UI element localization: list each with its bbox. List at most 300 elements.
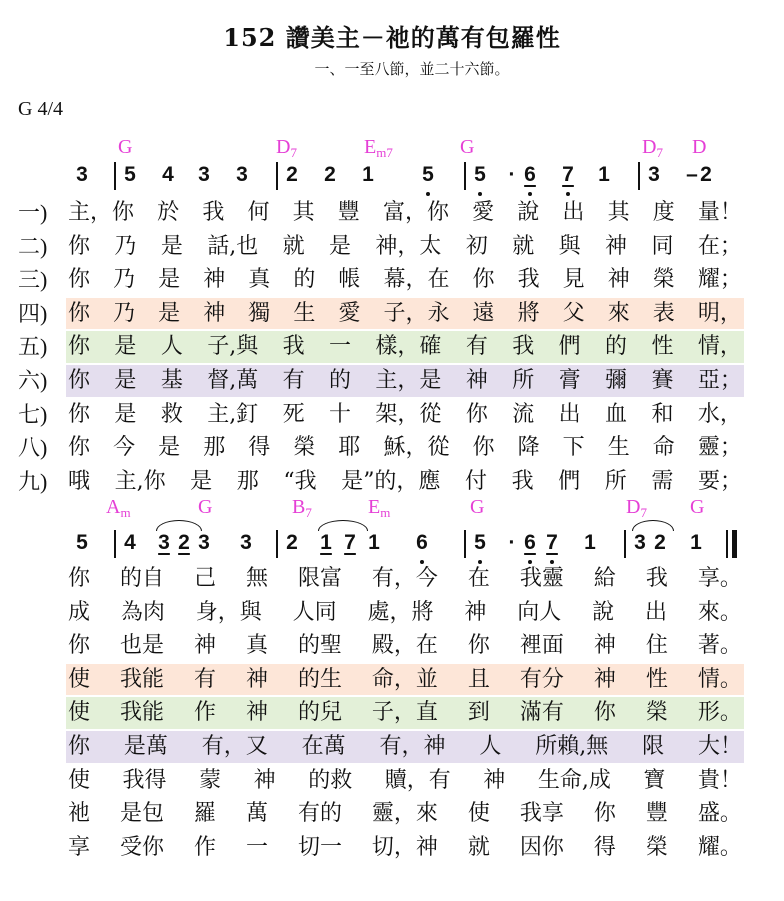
verse-text [68, 562, 742, 596]
lyric-syllables: 愛 [472, 200, 495, 225]
lyric-syllables: 所 [512, 367, 535, 393]
chord-symbol: G [118, 136, 133, 158]
barline [276, 530, 278, 558]
lyric-syllables: 得 [248, 435, 271, 461]
lyric-syllables: 度 [652, 200, 675, 225]
lyric-syllables: 我 [517, 267, 540, 293]
note: 1 [368, 531, 380, 554]
lyric-syllables: 有 [193, 666, 216, 692]
lyric-syllables: 出 [645, 599, 668, 625]
barline [638, 162, 640, 190]
verse-line [0, 562, 784, 596]
lyric-syllables: 的生 [297, 666, 342, 692]
note: 2 [700, 163, 712, 186]
verse-text [68, 398, 742, 432]
lyric-syllables: 的兒 [297, 700, 342, 726]
note: 5 [76, 531, 88, 554]
note: 1 [362, 163, 374, 186]
lyric-syllables: 樣，確 [375, 334, 442, 360]
lyric-syllables: 情。 [697, 666, 742, 692]
lyric-syllables: 向人 [517, 599, 562, 625]
verse-number: 九) [18, 468, 48, 494]
lyric-syllables: 你 [68, 300, 91, 326]
lyric-syllables: 你 [472, 267, 495, 293]
verse-line [0, 431, 784, 465]
lyric-syllables: 見 [562, 267, 585, 293]
lyric-syllables: 享。 [697, 566, 742, 591]
lyric-syllables: 我能 [119, 700, 164, 726]
lyric-syllables: 穌，從 [383, 435, 450, 461]
note: 3 [198, 531, 210, 554]
lyric-syllables: 父 [562, 300, 585, 326]
lyric-syllables: 因你 [519, 834, 564, 860]
barline [114, 530, 116, 558]
lyric-syllables: 限 [642, 733, 665, 759]
lyric-syllables: 就 [467, 834, 490, 860]
lyric-syllables: 是萬 [123, 733, 168, 759]
lyric-syllables: 遠 [472, 300, 495, 326]
verse-line [0, 831, 784, 865]
lyric-syllables: 那 [203, 435, 226, 461]
lyric-syllables: 主,你 [114, 468, 166, 494]
lyric-syllables: 成 [68, 599, 91, 625]
chord-symbol: $D_7$ [642, 136, 663, 160]
lyric-syllables: 靈； [697, 435, 742, 461]
lyric-syllables: 處，將 [367, 599, 434, 625]
verse-line [0, 230, 784, 264]
note: 7 [556, 162, 580, 188]
lyric-syllables: 為肉 [120, 599, 165, 625]
lyric-syllables: 主,釘 [207, 401, 259, 427]
lyric-syllables: 亞； [697, 367, 742, 393]
lyric-syllables: 我靈 [519, 566, 564, 591]
verse-text [68, 596, 742, 630]
lyric-syllables: 神 [465, 367, 488, 393]
lyric-syllables: 作 [193, 834, 216, 860]
lyric-syllables: 羅 [193, 801, 216, 827]
chord-symbol: G [470, 496, 485, 518]
lyric-syllables: 享 [68, 834, 91, 860]
lyric-syllables: 賽 [651, 367, 674, 393]
lyric-syllables: 的聖 [297, 633, 342, 659]
lyric-syllables: 你 [467, 633, 490, 659]
lyric-syllables: 有的 [297, 801, 342, 827]
lyric-syllables: 是 [158, 300, 181, 326]
lyric-syllables: 形。 [697, 700, 742, 726]
lyric-syllables: 你 [593, 801, 616, 827]
lyric-syllables: 於 [157, 200, 180, 225]
verse-line [0, 297, 784, 331]
lyric-syllables: 表 [652, 300, 675, 326]
lyric-syllables: 基 [160, 367, 183, 393]
lyric-syllables: 的自 [119, 566, 164, 591]
lyric-syllables: 主，你 [68, 200, 135, 225]
lyric-syllables: 付 [465, 468, 488, 494]
lyric-syllables: 神 [245, 700, 268, 726]
lyric-syllables: 就 [512, 233, 535, 259]
verse-line [0, 797, 784, 831]
chord-symbol: G [198, 496, 213, 518]
lyric-syllables: 贖，有 [384, 767, 451, 793]
lyric-syllables: 其 [607, 200, 630, 225]
lyric-syllables: 有，又 [201, 733, 268, 759]
lyric-syllables: 你 [465, 401, 488, 427]
note: 3 [158, 531, 170, 554]
verse-line [0, 196, 784, 230]
lyric-syllables: 榮 [645, 834, 668, 860]
verse-text [68, 297, 742, 331]
verse-line [0, 696, 784, 730]
lyric-syllables: 我 [282, 334, 305, 360]
lyric-syllables: 乃 [113, 300, 136, 326]
note: 2 [178, 531, 190, 554]
lyric-syllables: 使 [68, 700, 91, 726]
lyric-syllables: 你 [68, 566, 91, 591]
lyric-syllables: 降 [517, 435, 540, 461]
lyric-syllables: 說 [517, 200, 540, 225]
lyric-syllables: 有分 [519, 666, 564, 692]
lyric-syllables: 性 [651, 334, 674, 360]
lyric-syllables: 的 [605, 334, 628, 360]
note: 1 [584, 531, 596, 554]
lyric-syllables: 人 [479, 733, 502, 759]
note: 6 [410, 530, 434, 556]
lyric-syllables: 幕，在 [383, 267, 450, 293]
lyric-syllables: 話,也 [207, 233, 259, 259]
lyric-syllables: 量！ [697, 200, 742, 225]
lyric-syllables: 作 [193, 700, 216, 726]
lyric-syllables: 神 [253, 767, 276, 793]
lyric-syllables: 何 [247, 200, 270, 225]
lyric-syllables: 要； [697, 468, 742, 494]
barline [114, 162, 116, 190]
lyric-syllables: 神 [605, 233, 628, 259]
note: 1 [320, 531, 332, 554]
note: – [686, 163, 698, 186]
lyric-syllables: 榮 [652, 267, 675, 293]
note: 2 [654, 531, 666, 554]
verse-number: 六) [18, 367, 48, 393]
lyric-syllables: 使 [68, 666, 91, 692]
hymn-title: 152 讚美主－祂的萬有包羅性 [223, 23, 561, 52]
lyric-syllables: 出 [558, 401, 581, 427]
lyric-syllables: 神 [245, 666, 268, 692]
lyric-syllables: 乃 [114, 233, 137, 259]
lyric-syllables: 督,萬 [207, 367, 259, 393]
note: 7 [344, 531, 356, 554]
lyric-syllables: 水， [697, 401, 742, 427]
barline [464, 530, 466, 558]
note: 3 [198, 163, 210, 186]
verse-number: 三) [18, 267, 48, 293]
lyric-syllables: 你 [68, 267, 91, 293]
note: 3 [648, 163, 660, 186]
lyric-syllables: 子，直 [371, 700, 438, 726]
lyric-syllables: 神 [464, 599, 487, 625]
lyric-syllables: 到 [467, 700, 490, 726]
lyric-syllables: 有，今 [371, 566, 438, 591]
key-signature: G 4/4 [18, 98, 63, 120]
lyric-syllables: 與 [558, 233, 581, 259]
lyric-syllables: 神 [483, 767, 506, 793]
lyric-syllables: 在 [467, 566, 490, 591]
chord-symbol: $D_7$ [276, 136, 297, 160]
lyric-syllables: 你 [68, 633, 91, 659]
verse-line [0, 730, 784, 764]
chord-symbol: D [692, 136, 707, 158]
lyric-syllables: 耀； [697, 267, 742, 293]
lyric-syllables: 所 [604, 468, 627, 494]
lyric-syllables: 神，太 [375, 233, 442, 259]
lyric-syllables: 出 [562, 200, 585, 225]
lyric-syllables: 我 [511, 468, 534, 494]
verse-text [68, 730, 742, 764]
lyric-syllables: 人同 [292, 599, 337, 625]
lyric-syllables: 貴！ [697, 767, 742, 793]
lyric-syllables: 我能 [119, 666, 164, 692]
note: · [508, 531, 516, 554]
lyric-syllables: 需 [651, 468, 674, 494]
lyric-syllables: 乃 [113, 267, 136, 293]
lyric-syllables: 來 [607, 300, 630, 326]
lyric-syllables: 其 [292, 200, 315, 225]
lyric-syllables: 是”的，應 [341, 468, 441, 494]
lyric-syllables: 大！ [697, 733, 742, 759]
lyric-syllables: 我 [645, 566, 668, 591]
lyric-syllables: 耶 [338, 435, 361, 461]
lyric-syllables: 我 [512, 334, 535, 360]
lyric-syllables: 你 [68, 733, 91, 759]
verse-text [68, 797, 742, 831]
verse-line [0, 596, 784, 630]
lyric-syllables: 裡面 [519, 633, 564, 659]
lyric-syllables: 說 [592, 599, 615, 625]
final-barline [732, 530, 737, 558]
lyric-syllables: 你 [68, 367, 91, 393]
lyric-syllables: 靈，來 [371, 801, 438, 827]
lyric-syllables: 是 [160, 233, 183, 259]
verse-block-2 [0, 562, 784, 864]
verse-text [68, 230, 742, 264]
lyric-syllables: 你 [68, 401, 91, 427]
barline [276, 162, 278, 190]
lyric-syllables: 死 [282, 401, 305, 427]
verse-text [68, 831, 742, 865]
lyric-syllables: 生命,成 [537, 767, 611, 793]
lyric-syllables: 所賴,無 [535, 733, 609, 759]
lyric-syllables: 們 [558, 468, 581, 494]
lyric-syllables: 血 [605, 401, 628, 427]
verse-line [0, 263, 784, 297]
lyric-syllables: 生 [293, 300, 316, 326]
verse-text [68, 196, 742, 230]
lyric-syllables: 下 [562, 435, 585, 461]
chord-row-1 [0, 136, 784, 162]
lyric-syllables: 我 [202, 200, 225, 225]
lyric-syllables: 神 [593, 633, 616, 659]
verse-text [68, 629, 742, 663]
verse-line [0, 629, 784, 663]
lyric-syllables: 蒙 [199, 767, 222, 793]
lyric-syllables: 豐 [337, 200, 360, 225]
lyric-syllables: 初 [465, 233, 488, 259]
lyric-syllables: 是 [158, 267, 181, 293]
note: 6 [518, 162, 542, 188]
lyric-syllables: 救 [160, 401, 183, 427]
lyric-syllables: 人 [160, 334, 183, 360]
lyric-syllables: 真 [248, 267, 271, 293]
lyric-syllables: 流 [512, 401, 535, 427]
lyric-syllables: 帳 [338, 267, 361, 293]
note: 4 [162, 163, 174, 186]
lyric-syllables: 你 [68, 435, 91, 461]
chord-symbol: G [690, 496, 705, 518]
lyric-syllables: 來。 [697, 599, 742, 625]
chord-row-2 [0, 496, 784, 522]
lyric-syllables: 和 [651, 401, 674, 427]
lyric-syllables: 將 [517, 300, 540, 326]
verse-number: 五) [18, 334, 48, 360]
lyric-syllables: 真 [245, 633, 268, 659]
note: 7 [540, 530, 564, 556]
lyric-syllables: 限富 [297, 566, 342, 591]
lyric-syllables: 也是 [119, 633, 164, 659]
lyric-syllables: 今 [113, 435, 136, 461]
lyric-syllables: 是 [114, 401, 137, 427]
lyric-syllables: 有 [465, 334, 488, 360]
lyric-syllables: 性 [645, 666, 668, 692]
verse-line [0, 364, 784, 398]
lyric-syllables: 滿有 [519, 700, 564, 726]
note: 5 [468, 530, 492, 556]
verse-line [0, 465, 784, 499]
lyric-syllables: 情， [697, 334, 742, 360]
lyric-syllables: 子，永 [383, 300, 450, 326]
lyric-syllables: 那 [236, 468, 259, 494]
chord-symbol: $A_m$ [106, 496, 131, 520]
lyric-syllables: 在； [697, 233, 742, 259]
note: 3 [240, 531, 252, 554]
lyric-syllables: 一 [245, 834, 268, 860]
lyric-syllables: 無 [245, 566, 268, 591]
verse-number: 八) [18, 435, 48, 461]
lyric-syllables: 的 [293, 267, 316, 293]
lyric-syllables: 命 [652, 435, 675, 461]
barline [464, 162, 466, 190]
note: 4 [124, 531, 136, 554]
lyric-syllables: 寶 [643, 767, 666, 793]
lyric-syllables: 得 [593, 834, 616, 860]
lyric-syllables: 神 [203, 267, 226, 293]
lyric-syllables: 是 [114, 367, 137, 393]
lyric-syllables: 殿，在 [371, 633, 438, 659]
verse-block-1 [0, 196, 784, 498]
lyric-syllables: 萬 [245, 801, 268, 827]
lyric-syllables: 豐 [645, 801, 668, 827]
lyric-syllables: 耀。 [697, 834, 742, 860]
lyric-syllables: 架，從 [375, 401, 442, 427]
lyric-syllables: 身，與 [195, 599, 262, 625]
note: · [508, 163, 516, 186]
lyric-syllables: 主，是 [375, 367, 442, 393]
lyric-syllables: 命，並 [371, 666, 438, 692]
verse-line [0, 330, 784, 364]
lyric-syllables: 是 [158, 435, 181, 461]
note: 2 [286, 163, 298, 186]
lyric-syllables: 神 [593, 666, 616, 692]
lyric-syllables: 榮 [293, 435, 316, 461]
lyric-syllables: 是 [190, 468, 213, 494]
lyric-syllables: 膏 [558, 367, 581, 393]
verse-number: 二) [18, 233, 48, 259]
lyric-syllables: 切一 [297, 834, 342, 860]
lyric-syllables: 彌 [605, 367, 628, 393]
lyric-syllables: 生 [607, 435, 630, 461]
lyric-syllables: 盛。 [697, 801, 742, 827]
lyric-syllables: 一 [329, 334, 352, 360]
lyric-syllables: 子,與 [207, 334, 259, 360]
lyric-syllables: 你 [68, 334, 91, 360]
lyric-syllables: 獨 [248, 300, 271, 326]
verse-line [0, 764, 784, 798]
lyric-syllables: 使 [68, 767, 91, 793]
verse-number: 四) [18, 300, 48, 326]
note: 3 [634, 531, 646, 554]
lyric-syllables: 哦 [68, 468, 91, 494]
lyric-syllables: 神 [203, 300, 226, 326]
lyric-syllables: 榮 [645, 700, 668, 726]
barline [726, 530, 728, 558]
chord-symbol: G [460, 136, 475, 158]
hymn-subtitle: 一、一至八節，並二十六節。 [314, 60, 510, 78]
lyric-syllables: 神 [193, 633, 216, 659]
verse-text [68, 465, 742, 499]
lyric-syllables: 們 [558, 334, 581, 360]
lyric-syllables: 是 [329, 233, 352, 259]
verse-text [68, 431, 742, 465]
lyric-syllables: 我享 [519, 801, 564, 827]
note: 1 [690, 531, 702, 554]
note: 3 [236, 163, 248, 186]
note: 6 [518, 530, 542, 556]
lyric-syllables: 住 [645, 633, 668, 659]
lyric-syllables: “我 [283, 468, 317, 494]
lyric-syllables: 是包 [119, 801, 164, 827]
lyric-syllables: 富，你 [382, 200, 449, 225]
lyric-syllables: 有 [282, 367, 305, 393]
note: 5 [416, 162, 440, 188]
lyric-syllables: 十 [329, 401, 352, 427]
lyric-syllables: 給 [593, 566, 616, 591]
verse-line [0, 663, 784, 697]
lyric-syllables: 的 [329, 367, 352, 393]
verse-line [0, 398, 784, 432]
lyric-syllables: 我得 [122, 767, 167, 793]
lyric-syllables: 你 [472, 435, 495, 461]
verse-text [68, 263, 742, 297]
lyric-syllables: 同 [651, 233, 674, 259]
lyric-syllables: 己 [193, 566, 216, 591]
note: 2 [286, 531, 298, 554]
lyric-syllables: 的救 [308, 767, 353, 793]
lyric-syllables: 就 [282, 233, 305, 259]
lyric-syllables: 受你 [119, 834, 164, 860]
lyric-syllables: 愛 [338, 300, 361, 326]
lyric-syllables: 使 [467, 801, 490, 827]
lyric-syllables: 在萬 [301, 733, 346, 759]
note: 3 [76, 163, 88, 186]
verse-text [68, 663, 742, 697]
